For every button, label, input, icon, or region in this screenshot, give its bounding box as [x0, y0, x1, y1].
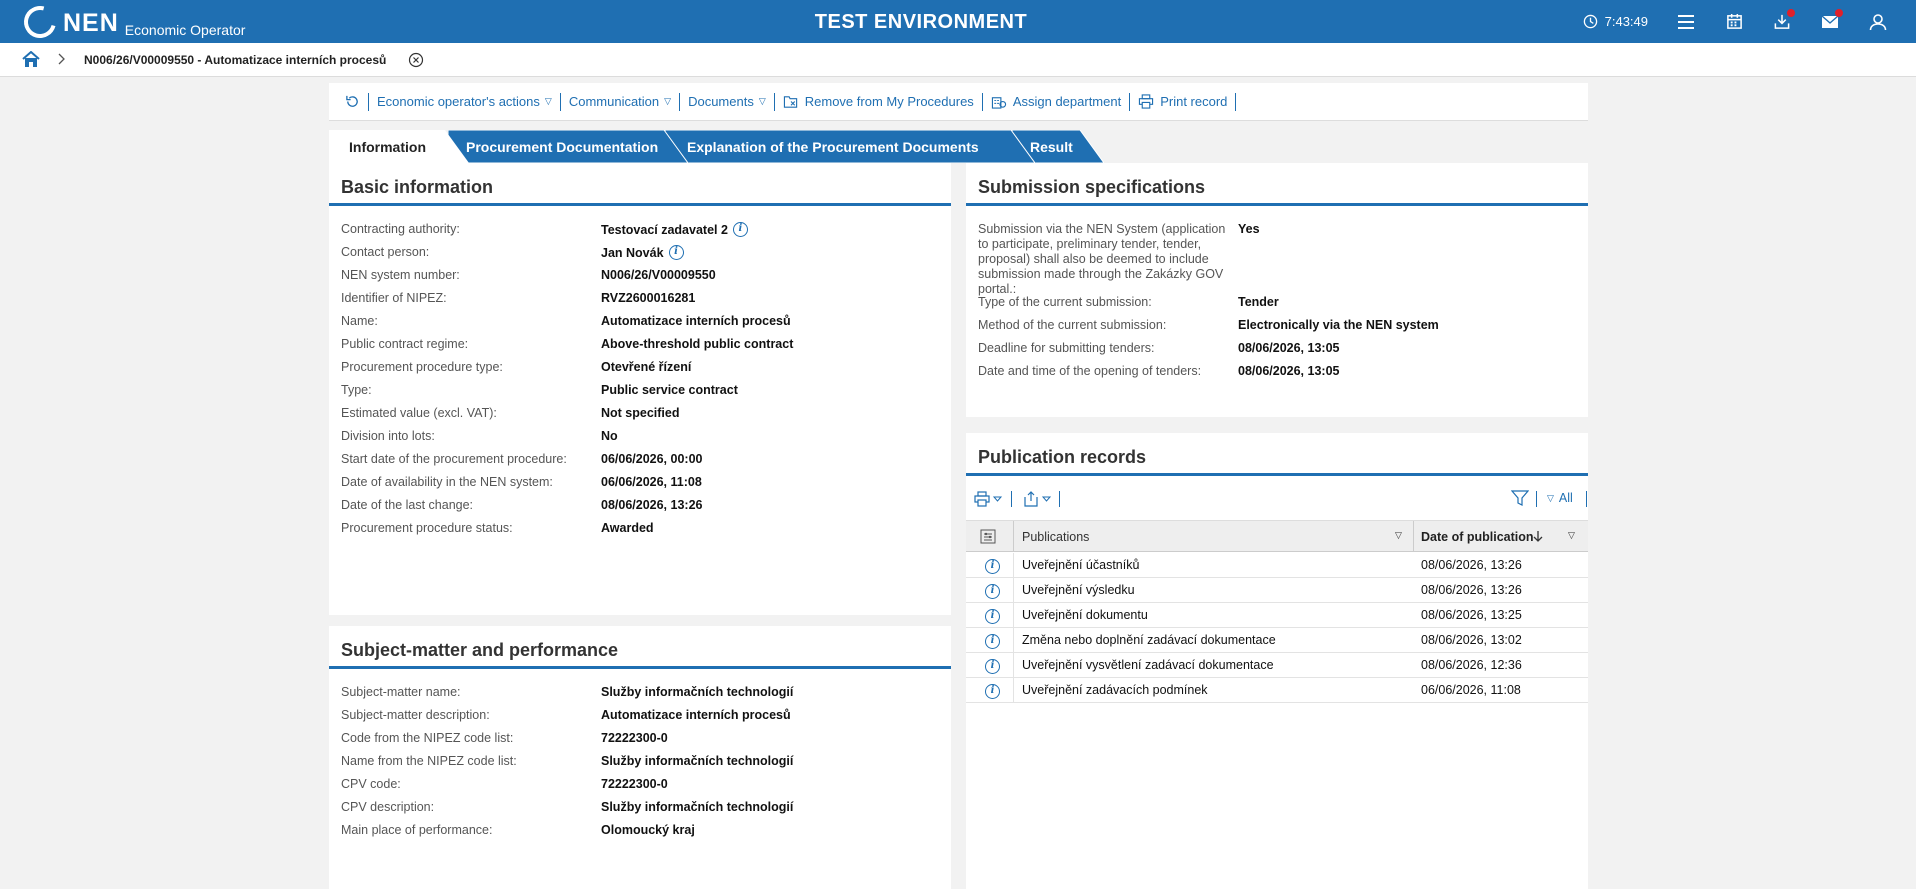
documents-dropdown[interactable] [680, 93, 775, 111]
logo-subtitle: Economic Operator [124, 22, 246, 38]
field-label: CPV description: [341, 800, 435, 814]
toolbar-divider [1536, 491, 1537, 507]
field-label: Date and time of the opening of tenders: [978, 364, 1202, 378]
field-value [601, 685, 793, 699]
field-value-text: Awarded [601, 521, 654, 535]
row-detail-button[interactable] [980, 632, 1000, 649]
communication-dropdown[interactable] [561, 93, 680, 111]
info-icon[interactable]: i [985, 684, 1000, 699]
column-filter-icon[interactable]: ▽ [1568, 530, 1575, 540]
field-value-text: Not specified [601, 406, 680, 420]
top-header [0, 0, 1916, 43]
basic-information-panel [329, 163, 951, 615]
assign-label: Assign department [1012, 94, 1122, 109]
tab-label: Information [349, 138, 426, 155]
field-value [601, 383, 738, 397]
export-dropdown-button[interactable] [1023, 490, 1053, 507]
field-label: Method of the current submission: [978, 318, 1167, 332]
field-value [601, 498, 702, 512]
field-value: Tender [1238, 295, 1279, 309]
toolbar-divider [1586, 491, 1587, 507]
publication-date: 08/06/2026, 13:26 [1421, 583, 1522, 597]
field-value-text: 06/06/2026, 11:08 [601, 475, 702, 489]
info-icon[interactable]: i [669, 245, 684, 260]
panel-title: Subject-matter and performance [329, 626, 951, 669]
eo-actions-label: Economic operator's actions [377, 94, 540, 109]
caret-down-icon: ▽ [1547, 492, 1554, 503]
remove-from-my-procedures-button[interactable] [775, 93, 983, 111]
submission-specifications-panel [966, 163, 1588, 417]
field-value [601, 314, 791, 328]
field-value: 08/06/2026, 13:05 [1238, 364, 1340, 378]
field-value-text: Služby informačních technologií [601, 754, 794, 768]
publication-name: Uveřejnění účastníků [1022, 558, 1140, 572]
downloads-button[interactable] [1758, 0, 1806, 43]
filter-all-label: All [1558, 491, 1573, 505]
user-button[interactable] [1854, 0, 1902, 43]
clock-icon [1583, 14, 1598, 29]
field-label: Procurement procedure type: [341, 360, 503, 374]
row-detail-button[interactable] [980, 657, 1000, 674]
column-filter-icon[interactable]: ▽ [1395, 530, 1402, 540]
refresh-button[interactable] [337, 93, 369, 111]
field-value [601, 337, 793, 351]
field-value [601, 731, 668, 745]
field-label: Date of the last change: [341, 498, 474, 512]
info-icon[interactable]: i [985, 584, 1000, 599]
field-label: Start date of the procurement procedure: [341, 452, 567, 466]
field-value-text: 72222300-0 [601, 731, 668, 745]
field-label: NEN system number: [341, 268, 460, 282]
field-value [601, 708, 791, 722]
print-record-button[interactable] [1130, 93, 1236, 111]
calendar-icon [1726, 13, 1743, 30]
publication-tools [966, 483, 1588, 515]
field-label: Deadline for submitting tenders: [978, 341, 1155, 355]
environment-title: TEST ENVIRONMENT [814, 11, 1028, 33]
tab-label: Explanation of the Procurement Documents [687, 138, 979, 155]
publication-name: Uveřejnění dokumentu [1022, 608, 1148, 622]
column-divider [1013, 678, 1014, 703]
column-divider [1013, 603, 1014, 628]
field-label: Date of availability in the NEN system: [341, 475, 553, 489]
messages-button[interactable] [1806, 0, 1854, 43]
column-header-date[interactable]: Date of publication [1421, 530, 1534, 544]
table-row[interactable] [966, 603, 1588, 628]
field-value: 08/06/2026, 13:05 [1238, 341, 1340, 355]
field-label: Contact person: [341, 245, 430, 259]
publication-date: 08/06/2026, 13:02 [1421, 633, 1522, 647]
field-label: Code from the NIPEZ code list: [341, 731, 514, 745]
field-value [601, 245, 684, 260]
table-row[interactable] [966, 628, 1588, 653]
table-row[interactable] [966, 553, 1588, 578]
print-icon [1138, 94, 1154, 109]
column-divider [1013, 553, 1014, 578]
menu-button[interactable] [1662, 0, 1710, 43]
field-value-text: No [601, 429, 618, 443]
field-label: Type: [341, 383, 372, 397]
info-icon[interactable]: i [985, 659, 1000, 674]
info-icon[interactable]: i [985, 634, 1000, 649]
field-value [601, 823, 695, 837]
eo-actions-dropdown[interactable] [369, 93, 561, 111]
publication-name: Uveřejnění výsledku [1022, 583, 1135, 597]
publication-date: 08/06/2026, 13:26 [1421, 558, 1522, 572]
field-value-text: 08/06/2026, 13:26 [601, 498, 703, 512]
publication-date: 08/06/2026, 13:25 [1421, 608, 1522, 622]
caret-down-icon: ▽ [664, 96, 672, 106]
field-label: CPV code: [341, 777, 401, 791]
logo-text: NEN [63, 9, 119, 37]
field-label: Contracting authority: [341, 222, 460, 236]
print-dropdown-button[interactable] [974, 491, 1004, 507]
record-toolbar [329, 83, 1588, 121]
field-value-text: 72222300-0 [601, 777, 668, 791]
tab-label: Procurement Documentation [466, 138, 659, 155]
field-value: Electronically via the NEN system [1238, 318, 1439, 332]
user-icon [1869, 13, 1887, 31]
field-value [601, 521, 654, 535]
submission-zakazky-value: Yes [1238, 222, 1260, 236]
caret-down-icon: ▽ [544, 96, 552, 106]
field-label: Identifier of NIPEZ: [341, 291, 447, 305]
row-detail-button[interactable] [980, 607, 1000, 624]
submission-zakazky-label: Submission via the NEN System (application to participate, preliminary tender, tender, proposal) shall also be deemed to include submission made through the Zakázky GOV portal.: [978, 222, 1226, 296]
panel-title: Publication records [966, 433, 1588, 476]
breadcrumb [0, 43, 1916, 77]
field-value [601, 754, 793, 768]
field-value-text: Automatizace interních procesů [601, 314, 791, 328]
calendar-button[interactable] [1710, 0, 1758, 43]
field-label: Name: [341, 314, 378, 328]
field-value [601, 406, 680, 420]
filter-icon[interactable] [1511, 490, 1529, 507]
publication-date: 06/06/2026, 11:08 [1421, 683, 1521, 697]
publication-name: Změna nebo doplnění zadávací dokumentace [1022, 633, 1276, 647]
table-row[interactable] [966, 678, 1588, 703]
chevron-right-icon [58, 53, 66, 65]
table-row[interactable] [966, 653, 1588, 678]
row-detail-button[interactable] [980, 582, 1000, 599]
subject-matter-panel [329, 626, 951, 889]
field-value-text: Otevřené řízení [601, 360, 692, 374]
documents-label: Documents [688, 94, 754, 109]
row-detail-button[interactable] [980, 557, 1000, 574]
field-value-text: Testovací zadavatel 2 [601, 222, 728, 237]
field-label: Procurement procedure status: [341, 521, 513, 535]
refresh-icon [345, 94, 360, 109]
publication-name: Uveřejnění zadávacích podmínek [1022, 683, 1208, 697]
field-value-text: Jan Novák [601, 245, 664, 260]
column-settings-icon[interactable] [980, 529, 996, 544]
tab-explanation[interactable] [665, 130, 1035, 163]
info-icon[interactable]: i [733, 222, 748, 237]
field-value [601, 291, 695, 305]
field-value [601, 800, 793, 814]
column-divider [1013, 578, 1014, 603]
field-value-text: Služby informačních technologií [601, 685, 794, 699]
field-value [601, 777, 668, 791]
info-icon[interactable]: i [985, 609, 1000, 624]
home-icon[interactable] [22, 51, 40, 68]
panel-title: Submission specifications [966, 163, 1588, 206]
field-value-text: RVZ2600016281 [601, 291, 696, 305]
remove-folder-icon [783, 94, 799, 109]
communication-label: Communication [568, 94, 660, 109]
assign-department-button[interactable] [983, 93, 1130, 111]
tab-information[interactable] [329, 130, 469, 163]
field-value-text: N006/26/V00009550 [601, 268, 716, 282]
publication-date: 08/06/2026, 12:36 [1421, 658, 1522, 672]
field-value [601, 268, 716, 282]
field-value-text: Public service contract [601, 383, 738, 397]
filter-all-dropdown[interactable] [1547, 491, 1573, 505]
sort-descending-icon[interactable] [1533, 530, 1543, 543]
notification-dot [1835, 9, 1843, 17]
field-value [601, 429, 618, 443]
remove-label: Remove from My Procedures [804, 94, 974, 109]
department-icon [991, 94, 1007, 109]
field-label: Estimated value (excl. VAT): [341, 406, 497, 420]
field-value-text: Above-threshold public contract [601, 337, 794, 351]
publication-name: Uveřejnění vysvětlení zadávací dokumentace [1022, 658, 1274, 672]
field-value-text: Automatizace interních procesů [601, 708, 791, 722]
tab-procurement-documentation[interactable] [448, 130, 688, 163]
field-label: Subject-matter name: [341, 685, 461, 699]
close-icon[interactable] [408, 52, 424, 68]
info-icon[interactable]: i [985, 559, 1000, 574]
row-detail-button[interactable] [980, 682, 1000, 699]
caret-down-icon: ▽ [758, 96, 766, 106]
publication-records-panel [966, 433, 1588, 889]
table-row[interactable] [966, 578, 1588, 603]
column-divider [1013, 653, 1014, 678]
field-value [601, 475, 702, 489]
print-label: Print record [1160, 94, 1228, 109]
field-value-text: 06/06/2026, 00:00 [601, 452, 703, 466]
clock-time: 7:43:49 [1604, 14, 1648, 29]
toolbar-divider [1011, 491, 1012, 507]
panel-title: Basic information [329, 163, 951, 206]
notification-dot [1787, 9, 1795, 17]
field-label: Subject-matter description: [341, 708, 490, 722]
field-value [601, 360, 691, 374]
field-label: Division into lots: [341, 429, 435, 443]
toolbar-divider [1059, 491, 1060, 507]
field-label: Type of the current submission: [978, 295, 1152, 309]
field-label: Public contract regime: [341, 337, 469, 351]
column-divider [1013, 628, 1014, 653]
field-value-text: Služby informačních technologií [601, 800, 794, 814]
breadcrumb-current: N006/26/V00009550 - Automatizace interních procesů [84, 53, 387, 67]
menu-icon [1677, 14, 1695, 30]
table-header [966, 520, 1588, 552]
field-value-text: Olomoucký kraj [601, 823, 695, 837]
session-clock [1583, 14, 1648, 29]
column-divider [1413, 521, 1414, 552]
field-value [601, 452, 702, 466]
field-label: Main place of performance: [341, 823, 493, 837]
field-label: Name from the NIPEZ code list: [341, 754, 517, 768]
column-header-publications[interactable]: Publications [1022, 530, 1090, 544]
field-value [601, 222, 748, 237]
column-divider [1013, 521, 1014, 552]
tab-label: Result [1030, 138, 1073, 155]
